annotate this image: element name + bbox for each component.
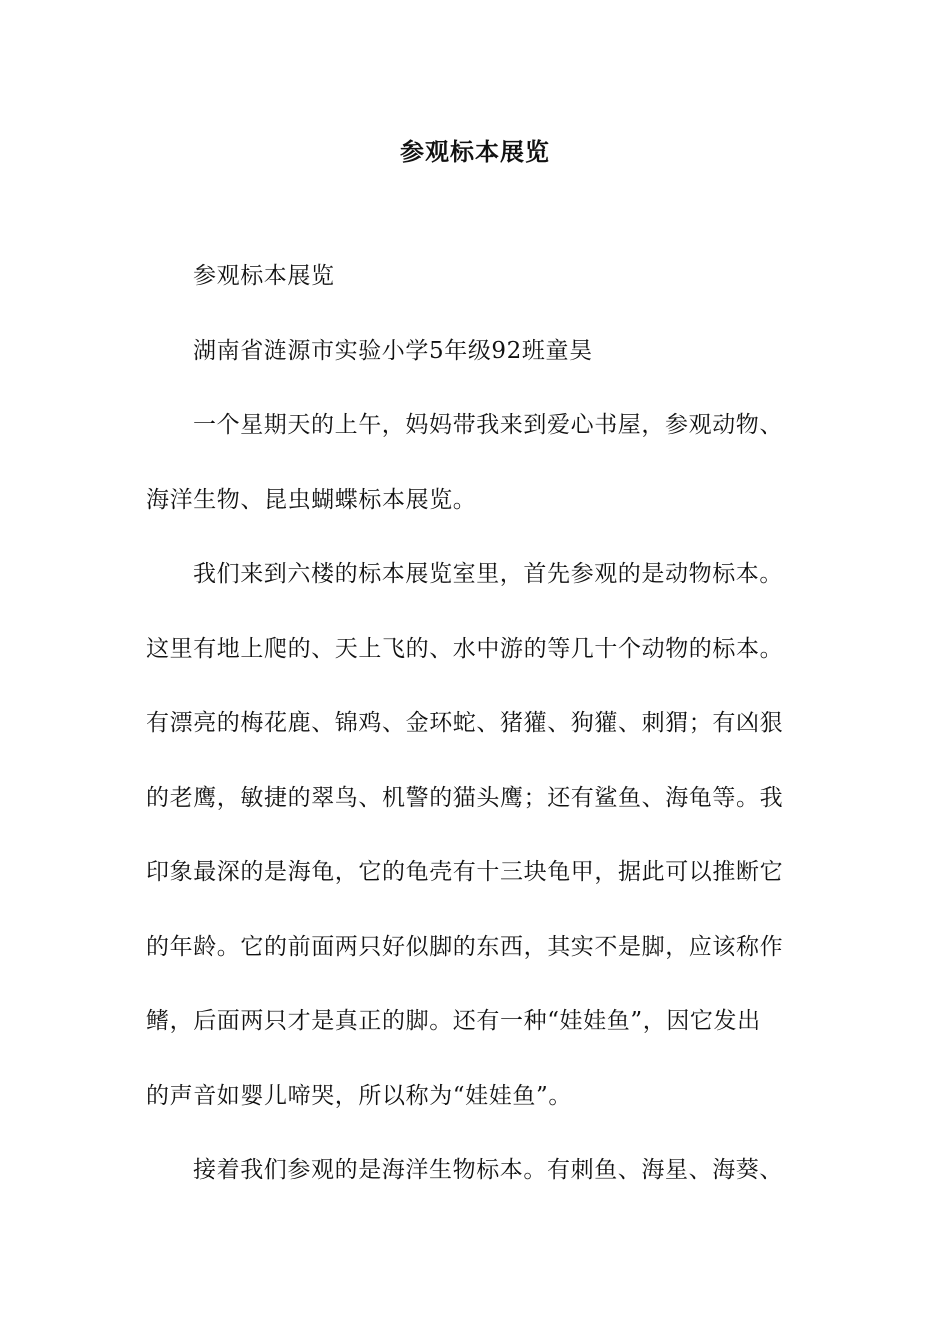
author-line: 湖南省涟源市实验小学5年级92班童昊	[193, 337, 593, 364]
document-title: 参观标本展览	[400, 137, 550, 166]
body-line: 参观标本展览	[193, 263, 335, 289]
body-line: 这里有地上爬的、天上飞的、水中游的等几十个动物的标本。	[146, 635, 784, 662]
body-line: 一个星期天的上午，妈妈带我来到爱心书屋，参观动物、	[193, 412, 783, 438]
body-line: 鳍，后面两只才是真正的脚。还有一种“娃娃鱼”，因它发出	[146, 1008, 761, 1034]
body-line: 海洋生物、昆虫蝴蝶标本展览。	[146, 486, 477, 513]
body-line: 印象最深的是海龟，它的龟壳有十三块龟甲，据此可以推断它	[146, 859, 784, 885]
body-line: 的年龄。它的前面两只好似脚的东西，其实不是脚，应该称作	[146, 933, 784, 960]
document-body	[146, 255, 808, 1224]
body-line: 的声音如婴儿啼哭，所以称为“娃娃鱼”。	[146, 1082, 572, 1109]
body-line: 我们来到六楼的标本展览室里，首先参观的是动物标本。	[193, 561, 783, 587]
body-line: 接着我们参观的是海洋生物标本。有刺鱼、海星、海葵、	[193, 1157, 783, 1183]
body-line: 的老鹰，敏捷的翠鸟、机警的猫头鹰；还有鲨鱼、海龟等。我	[146, 784, 784, 811]
body-line: 有漂亮的梅花鹿、锦鸡、金环蛇、猪獾、狗獾、刺猬；有凶狠	[146, 710, 784, 736]
